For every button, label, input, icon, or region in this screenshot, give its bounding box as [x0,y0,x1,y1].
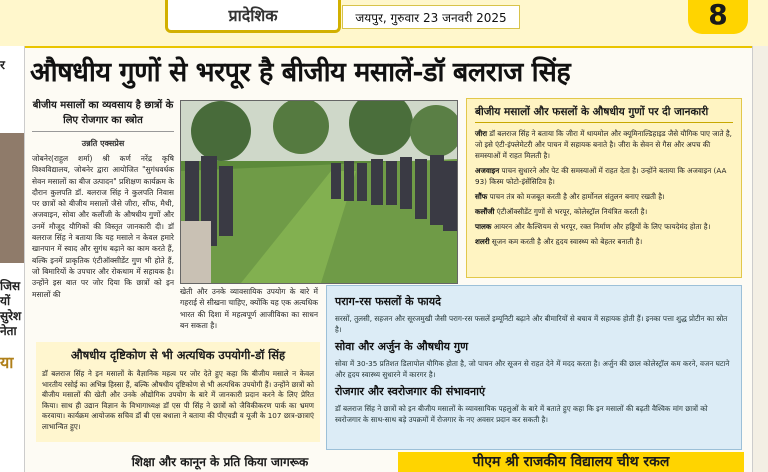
info-term: जीरा [475,129,487,138]
info-box-medicinal-properties [466,98,742,278]
page-edge [752,46,768,472]
photo-adjacent-text: खेती और उनके व्यावसायिक उपयोग के बारे में गहराई से सीखना चाहिए, क्योंकि यह एक अत्यधिक भारत की दिशा में महत्वपूर्ण आजीविका का साधन बन सकता है। [180,287,318,330]
news-photo [180,100,458,284]
section-heading: रोजगार और स्वरोजगार की संभावनाएं [335,385,486,398]
article-column-1 [32,98,174,300]
section-text: सरसों, तुलसी, सहजन और सूरजमुखी जैसी पराग-रस फसलें इम्यूनिटी बढ़ाने और बीमारियों से बचाव में सहायक होती हैं। इनका पत्ता शुद्ध प्रोटीन का स्रोत है। [335,314,728,334]
next-article-banner: पीएम श्री राजकीय विद्यालय चीथ रकल [398,452,744,472]
info-box-title: बीजीय मसालों और फसलों के औषधीय गुणों पर दी जानकारी [475,105,733,123]
info-text: डॉ बलराज सिंह ने बताया कि जीरा में थायमोल और क्यूमिनाल्डिहाइड जैसे यौगिक पाए जाते है, जो इसे एंटी-इंफ्लेमेटरी और पाचन में सहायक बनाते है। जीरा के सेवन से गैस और अपच की समस्याओं में राहत मिलती है। [475,129,732,160]
article-body: जोबनेर(राहुल शर्मा) श्री कर्ण नरेंद्र कृषि विश्वविद्यालय, जोबनेर द्वारा आयोजित "सुगंधवर्धक सेवन मसालों का बीज उत्पादन" प्रशिक्षण कार्यक्रम के दौरान कुलपति डॉ. बलराज सिंह ने कुलपति निवास पर छात्रों को बीजीय मसालों जैसे जीरा, सौंफ, मैथी, अजवाइन, सोवा और कलौंजी के औषधीय गुणों और उनमें मौजूद यौगिकों की विस्तृत जानकारी दी। डॉ बलराज सिंह ने बताया कि यह मसाले न केवल हमारे खानपान में स्वाद और सुगंध बढ़ाने का काम करते हैं, बल्कि इनमें प्राकृतिक एंटीऑक्सीडेंट गुण भी होते हैं, जो बिमारियों के उपचार और रोकथाम में सहायक है। उन्होंने इस बात पर जोर दिया कि छात्रों को इन मसालों की [32,154,174,299]
dateline: जयपुर, गुरुवार 23 जनवरी 2025 [342,5,520,29]
fragment-text: यों [0,294,11,308]
info-term: सौंफ [475,192,488,201]
info-term: शलरी [475,237,490,246]
info-term: पालक [475,222,492,231]
section-heading: पराग-रस फसलों के फायदे [335,295,442,308]
photo-students-in-field [181,101,457,283]
section-heading: सोवा और अर्जुन के औषधीय गुण [335,340,469,353]
info-text: पाचन तंत्र को मजबूत करती है और हार्मोनल संतुलन बनाए रखती है। [489,192,665,201]
info-text: सूजन कम करती है और हृदय स्वास्थ्य को बेहतर बनाती है। [491,237,643,246]
info-item [475,236,733,247]
fragment-text: र [0,58,5,72]
info-item [475,206,733,217]
quote-heading: औषधीय दृष्टिकोण से भी अत्यधिक उपयोगी-डॉ सिंह [70,348,286,362]
quote-box [36,342,320,442]
info-text: एंटीऑक्सीडेंट गुणों से भरपूर, कोलेस्ट्रॉल नियंत्रित करती है। [496,207,648,216]
info-term: अजवाइन [475,166,500,175]
info-item [475,165,733,187]
info-text: आयरन और कैल्शियम से भरपूर, रक्त निर्माण और हड्डियों के लिए फायदेमंद होता है। [493,222,711,231]
section-text: डॉ बलराज सिंह ने छात्रों को इन बीजीय मसालों के व्यावसायिक पहलुओं के बारे में बताते हुए कहा कि इन मसालों की बढ़ती वैश्विक मांग छात्रों को स्वरोजगार के साथ-साथ बड़े उपक्रमों में रोजगार के नए अवसर प्रदान कर सकती है। [335,404,708,424]
info-box-crops [326,285,742,450]
info-term: कलौंजी [475,207,495,216]
quote-text: डॉ बलराज सिंह ने इन मसालों के वैज्ञानिक महत्व पर जोर देते हुए कहा कि बीजीय मसाले न केवल भारतीय रसोई का अभिन्न हिस्सा हैं, बल्कि औषधीय दृष्टिकोण से भी अत्यधिक उपयोगी हैं। उन्होंने छात्रों को बीजीय मसालों की खेती और उनके औद्योगिक उपयोग के बारे में जानकारी प्रदान करने के लिए प्रेरित किया। साथ ही उद्यान विज्ञान के विभागाध्यक्ष डॉ एस पी सिंह ने छात्रों को जैविकीकरण पार्क का भ्रमण करवाया। कार्यक्रम आयोजक सचिव डॉ बी एस बधाला ने बताया की पीएचडी व यूजी के 107 छात्र-छात्राएं लाभान्वित हुए। [42,369,314,431]
section-label: प्रादेशिक [165,0,341,33]
info-text: पाचन सुधारने और पेट की समस्याओं में राहत देता है। उन्होंने बताया कि अजवाइन (AA 93) किस्म फोटो-इंसेंसिटिव है। [475,166,727,186]
fragment-text: सुरेश [0,309,22,323]
info-item [475,128,733,161]
left-column-fragment [0,46,25,472]
article-headline: औषधीय गुणों से भरपूर है बीजीय मसालें-डॉ बलराज सिंह [30,57,571,88]
fragment-text: या [0,353,14,372]
fragment-text: जिस [0,279,21,293]
fragment-text: नेता [0,324,17,338]
section-text: सोवा में 30-35 प्रतिशत डिलापोल यौगिक होता है, जो पाचन और सूजन से राहत देने में मदद करता है। अर्जुन की छाल कोलेस्ट्रॉल कम करने, वजन घटाने और हृदय स्वास्थ्य सुधारने में कारगर है। [335,359,730,379]
info-item [475,191,733,202]
page-number: 8 [688,0,748,34]
byline: उन्नति एक्सप्रेस [81,139,125,148]
column-subheadline: बीजीय मसालों का व्यवसाय है छात्रों के लिए रोजगार का स्त्रोत [32,98,174,132]
next-article-headline: शिक्षा और कानून के प्रति किया जागरूक [131,455,309,469]
info-item [475,221,733,232]
fragment-photo [0,133,24,263]
